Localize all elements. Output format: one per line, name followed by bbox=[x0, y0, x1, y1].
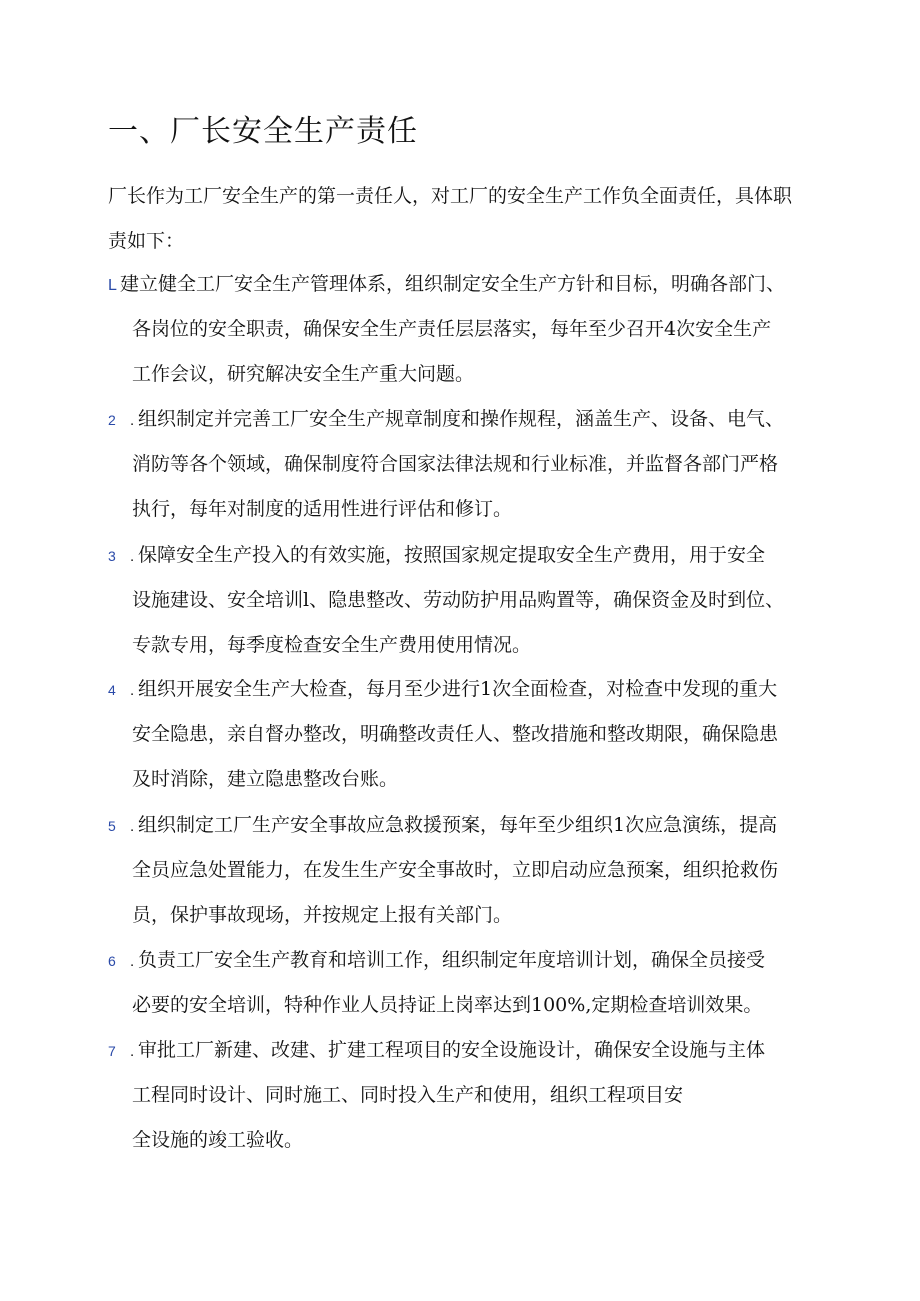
list-item-line bbox=[108, 1028, 818, 1073]
list-item-5 bbox=[108, 803, 818, 938]
list-item-number: 6 bbox=[108, 953, 116, 969]
list-item-line bbox=[108, 533, 818, 578]
list-item-line bbox=[108, 262, 818, 307]
intro-paragraph: 厂长作为工厂安全生产的第一责任人，对工厂的安全生产工作负全面责任，具体职责如下： bbox=[108, 185, 793, 252]
list-item-line: 各岗位的安全职责，确保安全生产责任层层落实，每年至少召开4次安全生产 bbox=[132, 318, 772, 340]
list-item-line: 必要的安全培训，特种作业人员持证上岗率达到100%,定期检查培训效果。 bbox=[132, 994, 763, 1016]
list-item-line: 执行，每年对制度的适用性进行评估和修订。 bbox=[132, 498, 513, 520]
list-item-1 bbox=[108, 262, 818, 397]
list-item-line: 设施建设、安全培训l、隐患整改、劳动防护用品购置等，确保资金及时到位、 bbox=[132, 589, 785, 611]
list-item-text: 保障安全生产投入的有效实施，按照国家规定提取安全生产费用，用于安全 bbox=[138, 544, 766, 566]
list-item-6 bbox=[108, 938, 818, 1028]
list-item-line: 员，保护事故现场，并按规定上报有关部门。 bbox=[132, 904, 513, 926]
list-item-7-tail: 全设施的竣工验收。 bbox=[132, 1129, 304, 1151]
list-item-2 bbox=[108, 397, 818, 532]
list-item-3 bbox=[108, 533, 818, 668]
list-item-text: 建立健全工厂安全生产管理体系，组织制定安全生产方针和目标，明确各部门、 bbox=[120, 273, 786, 295]
list-item-line: 消防等各个领域，确保制度符合国家法律法规和行业标准，并监督各部门严格 bbox=[132, 453, 779, 475]
list-item-line: 安全隐患，亲自督办整改，明确整改责任人、整改措施和整改期限，确保隐患 bbox=[132, 723, 779, 745]
list-item-dot: . bbox=[130, 818, 135, 835]
list-item-4 bbox=[108, 667, 818, 802]
list-item-line bbox=[108, 397, 818, 442]
list-item-number: 2 bbox=[108, 412, 116, 428]
list-item-number: 3 bbox=[108, 548, 116, 564]
list-item-line: 专款专用，每季度检查安全生产费用使用情况。 bbox=[132, 634, 532, 656]
list-item-line: 及时消除，建立隐患整改台账。 bbox=[132, 768, 399, 790]
list-item-text: 负责工厂安全生产教育和培训工作，组织制定年度培训计划，确保全员接受 bbox=[138, 949, 766, 971]
list-item-line: 工程同时设计、同时施工、同时投入生产和使用，组织工程项目安 bbox=[132, 1084, 684, 1106]
list-item-number: 5 bbox=[108, 818, 116, 834]
list-item-number: L bbox=[108, 277, 117, 294]
list-item-line bbox=[108, 938, 818, 983]
list-item-text: 组织制定工厂生产安全事故应急救援预案，每年至少组织1次应急演练，提高 bbox=[138, 814, 778, 836]
list-item-text: 组织开展安全生产大检查，每月至少进行1次全面检查，对检查中发现的重大 bbox=[138, 678, 778, 700]
list-item-dot: . bbox=[130, 953, 135, 970]
list-item-dot: . bbox=[130, 548, 135, 565]
list-item-dot: . bbox=[130, 412, 135, 429]
list-item-dot: . bbox=[130, 1043, 135, 1060]
section-title: 一、厂长安全生产责任 bbox=[108, 114, 418, 149]
list-item-line: 工作会议，研究解决安全生产重大问题。 bbox=[132, 363, 475, 385]
list-item-line bbox=[108, 803, 818, 848]
list-item-dot: . bbox=[130, 682, 135, 699]
list-item-number: 7 bbox=[108, 1043, 116, 1059]
list-item-line: 全员应急处置能力，在发生生产安全事故时，立即启动应急预案，组织抢救伤 bbox=[132, 859, 779, 881]
list-item-text: 审批工厂新建、改建、扩建工程项目的安全设施设计，确保安全设施与主体 bbox=[138, 1039, 766, 1061]
list-item-7 bbox=[108, 1028, 818, 1118]
list-item-number: 4 bbox=[108, 682, 116, 698]
list-item-text: 组织制定并完善工厂安全生产规章制度和操作规程，涵盖生产、设备、电气、 bbox=[138, 408, 785, 430]
list-item-line bbox=[108, 667, 818, 712]
